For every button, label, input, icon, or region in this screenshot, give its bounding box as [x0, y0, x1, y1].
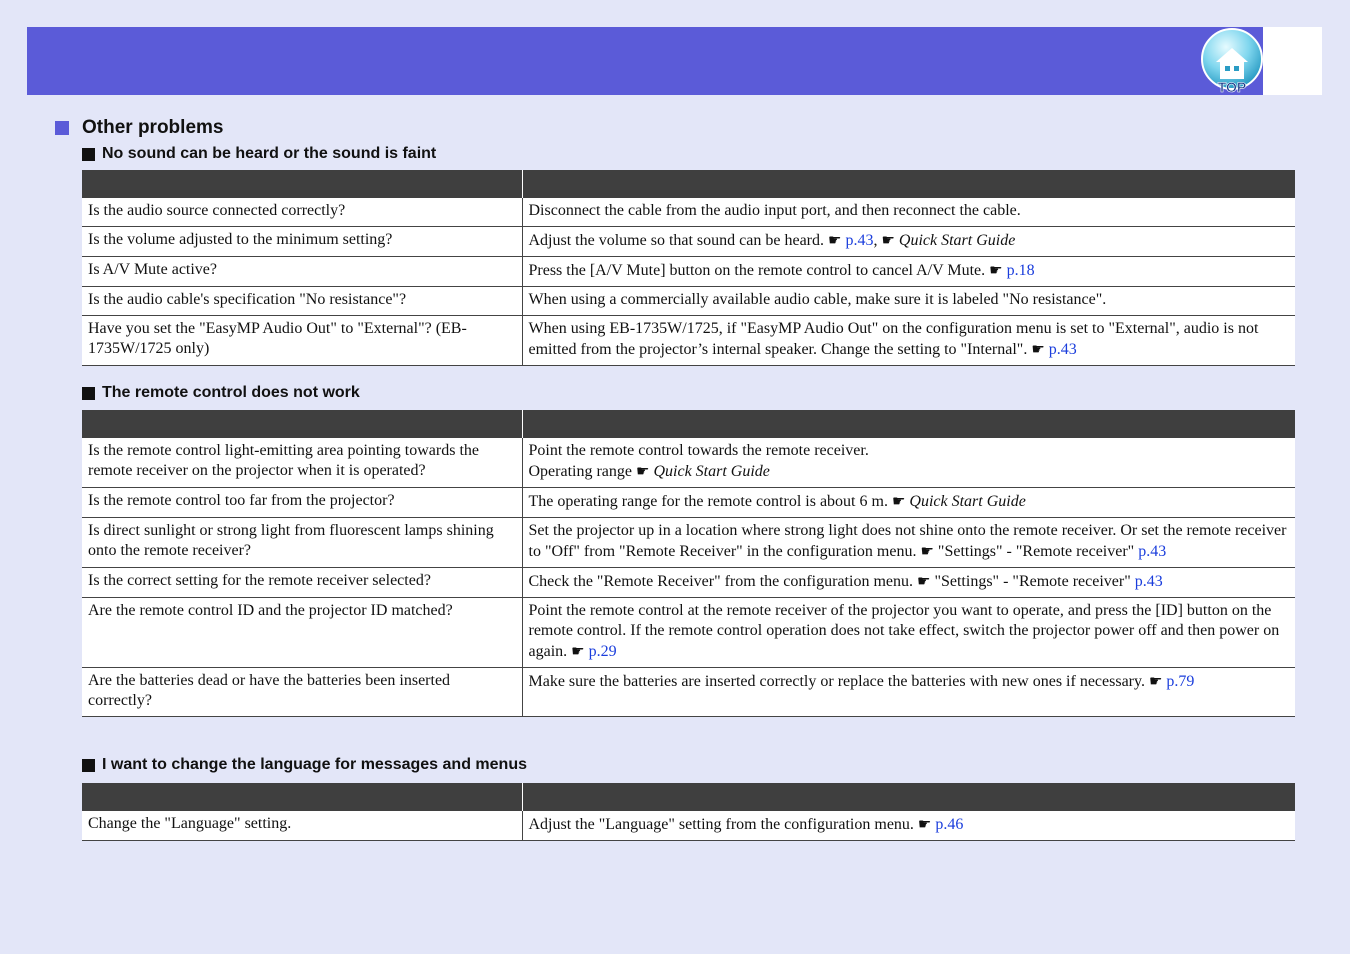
check-cell: Is the remote control light-emitting area pointing towards the remote receiver on the projector when it is operated? [82, 438, 522, 488]
pointing-hand-icon: ☛ [917, 815, 932, 833]
remedy-cell [522, 316, 1295, 366]
check-cell: Is the volume adjusted to the minimum setting? [82, 227, 522, 257]
remedy-text: Check the "Remote Receiver" from the configuration menu. [528, 573, 917, 590]
remedy-text: Operating range [528, 463, 637, 480]
pointing-hand-icon: ☛ [989, 261, 1003, 279]
header-cell-check [82, 410, 522, 438]
pointing-hand-icon: ☛ [828, 231, 842, 249]
header-cell-remedy [522, 783, 1295, 811]
table-no-sound [82, 170, 1295, 366]
table-header-row [82, 783, 1295, 811]
pointing-hand-icon: ☛ [1031, 340, 1045, 358]
top-button[interactable] [1200, 28, 1264, 94]
subheading-text: The remote control does not work [102, 384, 360, 401]
table-row [82, 518, 1295, 568]
remedy-text: Point the remote control towards the remote receiver. [528, 442, 869, 459]
top-label: TOP [1217, 79, 1247, 94]
remedy-text: Make sure the batteries are inserted correctly or replace the batteries with new ones if necessary. [528, 673, 1149, 690]
remedy-cell [522, 227, 1295, 257]
table-row [82, 568, 1295, 598]
check-cell: Are the batteries dead or have the batteries been inserted correctly? [82, 668, 522, 717]
bullet-square-icon [82, 759, 95, 772]
section-title [55, 117, 223, 139]
page-link[interactable]: p.46 [935, 816, 964, 833]
table-row [82, 811, 1295, 841]
remedy-text: The operating range for the remote control is about 6 m. [528, 493, 892, 510]
remedy-text: Adjust the volume so that sound can be heard. [528, 232, 828, 249]
check-cell: Are the remote control ID and the projector ID matched? [82, 598, 522, 668]
subheading-text: No sound can be heard or the sound is faint [102, 145, 437, 162]
page-link[interactable]: p.43 [1134, 573, 1163, 590]
bullet-square-icon [82, 387, 95, 400]
remedy-cell [522, 811, 1295, 841]
table-row [82, 227, 1295, 257]
pointing-hand-icon: ☛ [881, 231, 895, 249]
check-cell: Is the audio cable's specification "No resistance"? [82, 287, 522, 316]
bullet-square-icon [82, 148, 95, 161]
check-cell: Is direct sunlight or strong light from fluorescent lamps shining onto the remote receiver? [82, 518, 522, 568]
table-language [82, 783, 1295, 841]
subheading-text: I want to change the language for messages and menus [102, 756, 527, 773]
header-cell-check [82, 783, 522, 811]
top-home-icon [1200, 28, 1264, 94]
check-cell: Is the correct setting for the remote receiver selected? [82, 568, 522, 598]
table-remote [82, 410, 1295, 717]
table-row [82, 668, 1295, 717]
check-cell: Is the audio source connected correctly? [82, 198, 522, 227]
table-row [82, 316, 1295, 366]
remedy-text: Point the remote control at the remote receiver of the projector you want to operate, and press the [ID] button on the remote control. If the remote control operation does not take effect, switch the projector power off and then power on again. [528, 602, 1280, 660]
page-link[interactable]: p.43 [1048, 341, 1077, 358]
remedy-text: "Settings" - "Remote receiver" [930, 573, 1135, 590]
table-row [82, 598, 1295, 668]
table-row [82, 488, 1295, 518]
table-row [82, 198, 1295, 227]
pointing-hand-icon: ☛ [917, 572, 931, 590]
pointing-hand-icon: ☛ [571, 642, 585, 660]
section-square-icon [55, 121, 69, 135]
header-cell-remedy [522, 410, 1295, 438]
table-row [82, 287, 1295, 316]
subheading-language [82, 756, 527, 774]
remedy-cell [522, 568, 1295, 598]
pointing-hand-icon: ☛ [920, 542, 934, 560]
check-cell: Change the "Language" setting. [82, 811, 522, 841]
remedy-text: Disconnect the cable from the audio input port, and then reconnect the cable. [528, 202, 1021, 219]
check-cell: Is A/V Mute active? [82, 257, 522, 287]
pointing-hand-icon: ☛ [891, 492, 906, 510]
header-cell-remedy [522, 170, 1295, 198]
guide-reference: Quick Start Guide [653, 463, 770, 480]
remedy-cell [522, 488, 1295, 518]
page-link[interactable]: p.43 [845, 232, 874, 249]
page-link[interactable]: p.43 [1138, 543, 1167, 560]
remedy-cell [522, 438, 1295, 488]
check-cell: Have you set the "EasyMP Audio Out" to "External"? (EB-1735W/1725 only) [82, 316, 522, 366]
subheading-remote [82, 384, 360, 402]
page-link[interactable]: p.18 [1006, 262, 1035, 279]
table-row [82, 438, 1295, 488]
remedy-cell [522, 287, 1295, 316]
remedy-text: "Settings" - "Remote receiver" [933, 543, 1139, 560]
guide-reference: Quick Start Guide [909, 493, 1026, 510]
remedy-text: Set the projector up in a location where strong light does not shine onto the remote receiver. Or set the remote receiver to "Off" from "Remote Receiver" in the configuration menu. [528, 522, 1287, 560]
remedy-cell [522, 668, 1295, 717]
header-cell-check [82, 170, 522, 198]
remedy-cell [522, 598, 1295, 668]
guide-reference: Quick Start Guide [898, 232, 1016, 249]
table-row [82, 257, 1295, 287]
remedy-text: When using EB-1735W/1725, if "EasyMP Audio Out" on the configuration menu is set to "External", audio is not emitted from the projector’s internal speaker. Change the setting to "Internal". [528, 320, 1259, 358]
remedy-cell [522, 198, 1295, 227]
table-header-row [82, 410, 1295, 438]
remedy-text: Press the [A/V Mute] button on the remote control to cancel A/V Mute. [528, 262, 990, 279]
pointing-hand-icon: ☛ [1148, 672, 1163, 690]
page-link[interactable]: p.29 [588, 643, 617, 660]
remedy-cell [522, 257, 1295, 287]
remedy-cell [522, 518, 1295, 568]
page-link[interactable]: p.79 [1166, 673, 1195, 690]
remedy-text: When using a commercially available audio cable, make sure it is labeled "No resistance". [528, 291, 1107, 308]
remedy-text: , [873, 232, 882, 249]
header-banner-end [1263, 27, 1322, 95]
pointing-hand-icon: ☛ [636, 462, 650, 480]
subheading-no-sound [82, 145, 436, 163]
section-title-text: Other problems [82, 117, 224, 138]
check-cell: Is the remote control too far from the projector? [82, 488, 522, 518]
header-banner [27, 27, 1263, 95]
remedy-text: Adjust the "Language" setting from the configuration menu. [528, 816, 918, 833]
table-header-row [82, 170, 1295, 198]
